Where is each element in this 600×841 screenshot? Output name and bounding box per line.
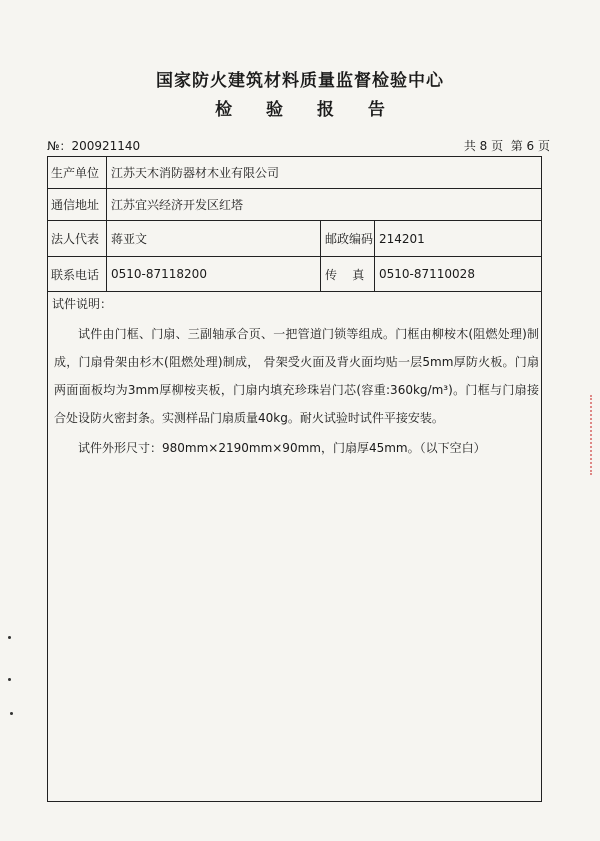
address-value: 江苏宜兴经济开发区红塔 [106, 189, 543, 220]
description-dimensions: 试件外形尺寸：980mm×2190mm×90mm，门扇厚45mm。（以下空白） [78, 441, 486, 455]
fax-value: 0510-87110028 [374, 257, 543, 291]
fax-label: 传 真 [320, 257, 374, 291]
description-paragraph: 试件由门框、门扇、三副轴承合页、一把管道门锁等组成。门框由柳桉木(阻燃处理)制成，门扇骨架由杉木(阻燃处理)制成， 骨架受火面及背火面均贴一层5mm厚防火板。门扇两面面板均为3mm厚柳桉夹板，门扇内填充珍珠岩门芯(容重:360kg/m³)。门框与门扇接合处设防火密封条。实测样品门扇质量40kg。耐火试验时试件平接安装。 [54, 327, 539, 425]
row-phone [48, 257, 541, 292]
paper-speck [8, 636, 11, 639]
paper-speck [10, 712, 13, 715]
phone-label: 联系电话 [51, 267, 100, 282]
postcode-value: 214201 [374, 221, 543, 256]
report-sheet [47, 156, 542, 802]
description-heading: 试件说明： [52, 297, 113, 311]
postcode-label: 邮政编码 [320, 221, 374, 256]
page-info: 共 8 页 第 6 页 [463, 139, 550, 153]
row-address [48, 189, 541, 221]
paper-speck [8, 678, 11, 681]
legal-rep-label: 法人代表 [51, 232, 100, 246]
seal-edge-mark [590, 395, 600, 475]
row-manufacturer [48, 157, 541, 189]
description-body [54, 320, 539, 462]
manufacturer-label: 生产单位 [51, 166, 100, 180]
phone-value: 0510-87118200 [106, 257, 320, 291]
legal-rep-value: 蒋亚文 [106, 221, 320, 256]
row-legal-rep [48, 221, 541, 257]
manufacturer-value: 江苏天木消防器材木业有限公司 [106, 157, 543, 188]
report-title: 检 验 报 告 [215, 100, 399, 120]
organization-title: 国家防火建筑材料质量监督检验中心 [156, 71, 444, 91]
report-number: №：200921140 [47, 139, 141, 153]
address-label: 通信地址 [51, 198, 100, 212]
